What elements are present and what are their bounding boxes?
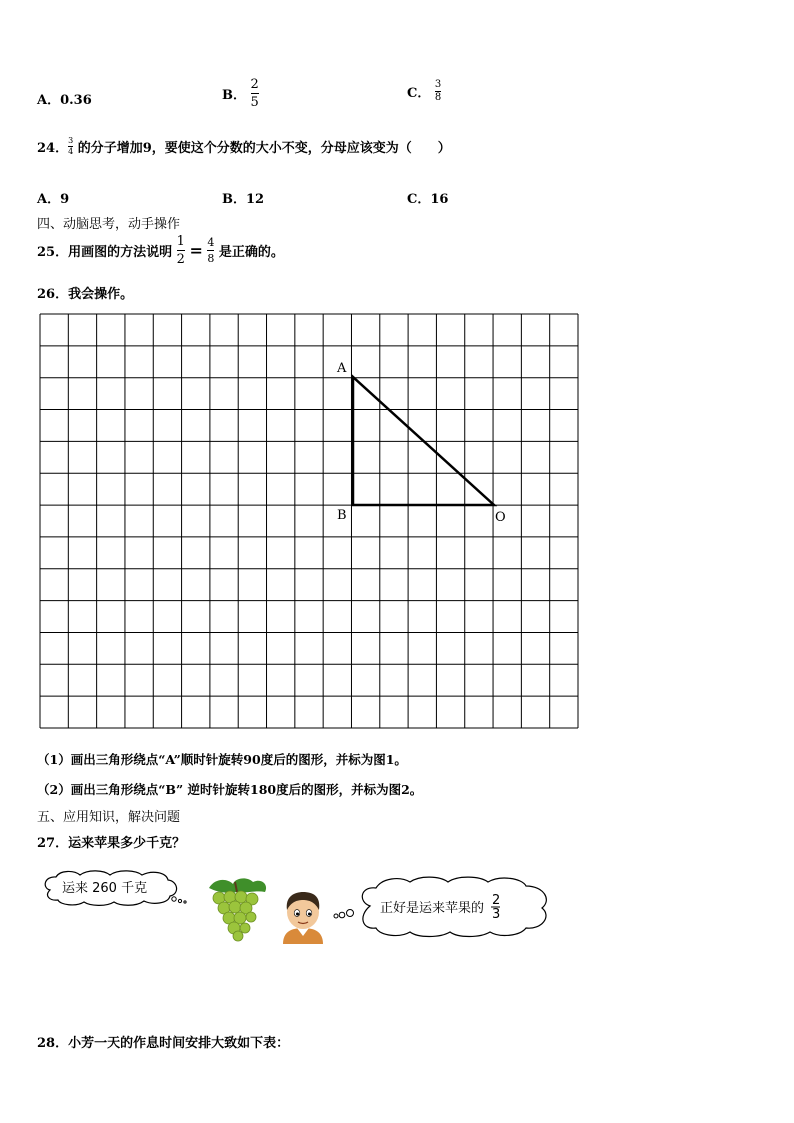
q23-option-c-fraction xyxy=(435,80,441,103)
q24-text: 的分子增加9，要使这个分数的大小不变，分母应该变为（ ） xyxy=(77,141,451,156)
q25-fraction-2 xyxy=(207,237,214,264)
q25-prefix: 25．用画图的方法说明 xyxy=(37,245,173,260)
bubble-2-text: 正好是运来苹果的 xyxy=(380,901,485,916)
fraction-denominator: 8 xyxy=(207,252,215,265)
q26-grid-figure xyxy=(38,312,582,732)
q24-option-a: A．9 xyxy=(37,192,70,207)
fraction-numerator: 2 xyxy=(250,77,259,92)
fraction-denominator: 8 xyxy=(434,92,442,103)
q23-option-c-label: C． xyxy=(407,86,431,101)
speech-bubble-1 xyxy=(40,868,190,908)
section-5-title: 五、应用知识，解决问题 xyxy=(37,810,181,825)
q26-sub-2: （2）画出三角形绕点“B” 逆时针旋转180度后的图形，并标为图2。 xyxy=(37,782,423,797)
q24-fraction xyxy=(68,137,73,156)
bubble-1-text: 运来 260 千克 xyxy=(62,881,148,896)
q23-option-b-label: B． xyxy=(222,88,246,103)
point-o-label: O xyxy=(495,510,506,525)
q28-title: 28．小芳一天的作息时间安排大致如下表： xyxy=(37,1036,290,1051)
q24-option-b: B．12 xyxy=(222,192,265,207)
boy-avatar-icon xyxy=(279,888,327,944)
fraction-numerator: 1 xyxy=(176,234,185,249)
q25-suffix: 是正确的。 xyxy=(218,245,284,260)
q23-option-b-fraction xyxy=(251,78,259,109)
q26-sub-1: （1）画出三角形绕点“A”顺时针旋转90度后的图形，并标为图1。 xyxy=(37,752,407,767)
section-4-title: 四、动脑思考，动手操作 xyxy=(37,217,181,232)
q24-question xyxy=(37,137,451,156)
q23-option-a: A．0.36 xyxy=(37,93,92,108)
q26-title: 26．我会操作。 xyxy=(37,287,134,302)
q27-title: 27．运来苹果多少千克？ xyxy=(37,836,186,851)
q25-question xyxy=(37,235,284,266)
q23-option-b xyxy=(222,78,259,109)
point-a-label: A xyxy=(337,361,347,376)
fraction-numerator: 3 xyxy=(68,136,74,145)
bubble-2-fraction-numerator: 2 xyxy=(492,893,501,908)
q24-number: 24． xyxy=(37,141,69,156)
speech-bubble-2 xyxy=(330,876,560,938)
point-b-label: B xyxy=(337,508,347,523)
q25-equals: = xyxy=(189,241,203,260)
fraction-denominator: 5 xyxy=(250,95,259,110)
fraction-numerator: 4 xyxy=(207,236,215,249)
q23-option-c xyxy=(407,80,441,103)
fraction-numerator: 3 xyxy=(434,79,442,90)
q24-option-c: C．16 xyxy=(407,192,449,207)
fraction-denominator: 2 xyxy=(176,252,185,267)
bubble-2-fraction-denominator: 3 xyxy=(492,907,501,922)
fraction-denominator: 4 xyxy=(68,147,74,156)
q25-fraction-1 xyxy=(177,235,185,266)
grapes-icon xyxy=(205,876,269,942)
